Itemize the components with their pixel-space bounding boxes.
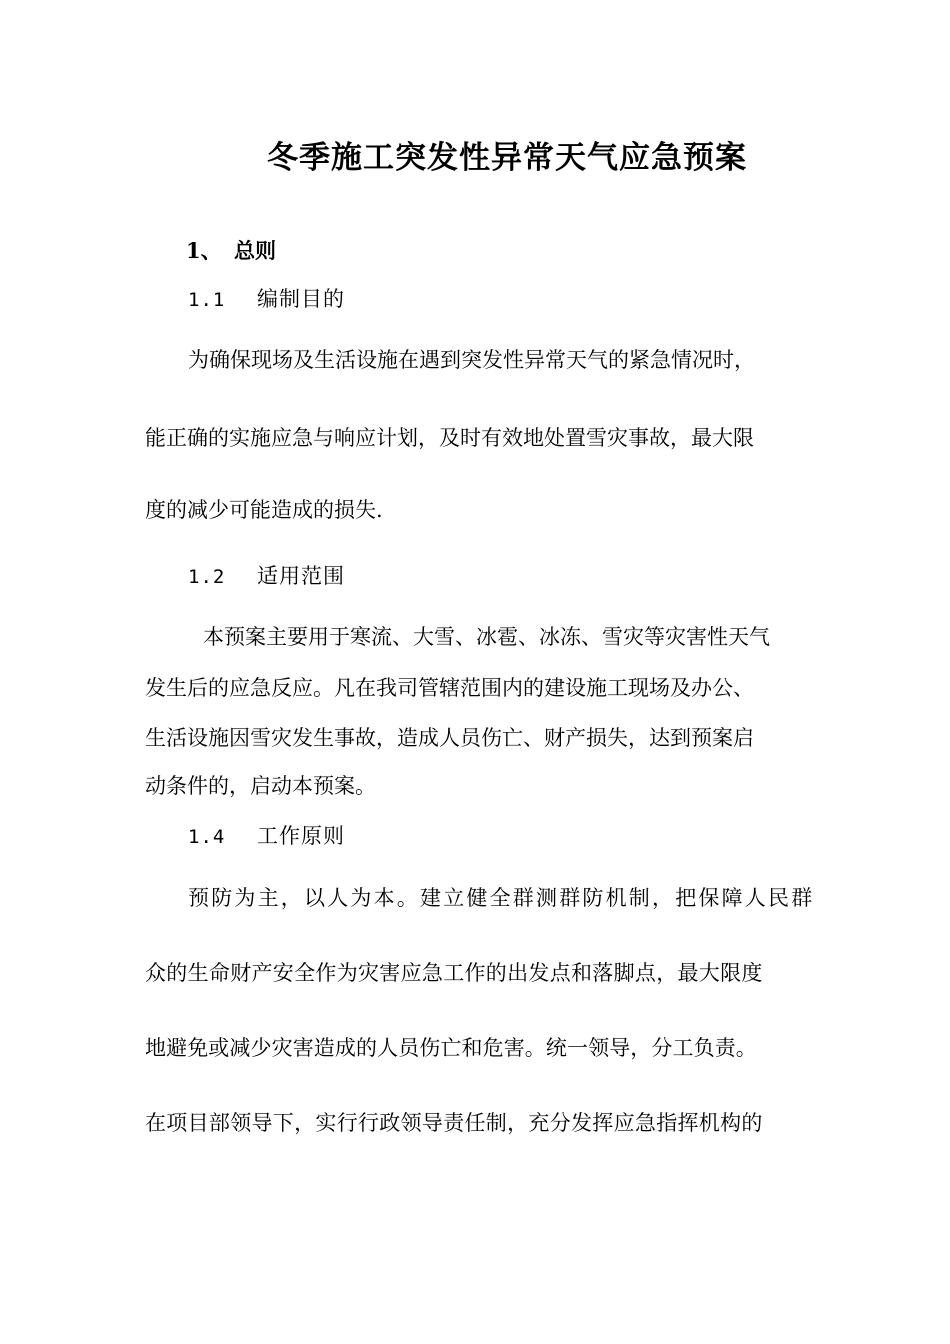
- subsection-heading-scope: [188, 566, 345, 587]
- paragraph-line: 众的生命财产安全作为灾害应急工作的出发点和落脚点，最大限度: [145, 961, 763, 985]
- subsection-heading-principles: [188, 826, 345, 847]
- subsection-number: 1.1: [188, 289, 226, 311]
- paragraph-line: 度的减少可能造成的损失.: [145, 498, 383, 522]
- section-number: 1、: [186, 238, 222, 263]
- subsection-number: 1.2: [188, 566, 226, 588]
- paragraph-line: 动条件的，启动本预案。: [145, 774, 376, 798]
- subsection-number: 1.4: [188, 826, 226, 848]
- paragraph-line: 本预案主要用于寒流、大雪、冰雹、冰冻、雪灾等灾害性天气: [203, 625, 770, 649]
- subsection-label: 工作原则: [257, 824, 345, 848]
- paragraph-line: 能正确的实施应急与响应计划，及时有效地处置雪灾事故，最大限: [145, 426, 754, 450]
- paragraph-line: 发生后的应急反应。凡在我司管辖范围内的建设施工现场及办公、: [145, 676, 754, 700]
- document-title: 冬季施工突发性异常天气应急预案: [267, 140, 747, 176]
- paragraph-line: 生活设施因雪灾发生事故，造成人员伤亡、财产损失，达到预案启: [145, 726, 754, 750]
- subsection-heading-purpose: [188, 289, 345, 310]
- subsection-label: 编制目的: [257, 287, 345, 311]
- paragraph-line: 预防为主，以人为本。建立健全群测群防机制，把保障人民群: [188, 886, 815, 910]
- subsection-label: 适用范围: [257, 564, 345, 588]
- paragraph-line: 地避免或减少灾害造成的人员伤亡和危害。统一领导，分工负责。: [145, 1036, 757, 1060]
- paragraph-line: 为确保现场及生活设施在遇到突发性异常天气的紧急情况时，: [188, 348, 755, 372]
- section-label: 总则: [234, 238, 276, 263]
- section-heading-general: [186, 240, 276, 261]
- paragraph-line: 在项目部领导下，实行行政领导责任制，充分发挥应急指挥机构的: [145, 1111, 763, 1135]
